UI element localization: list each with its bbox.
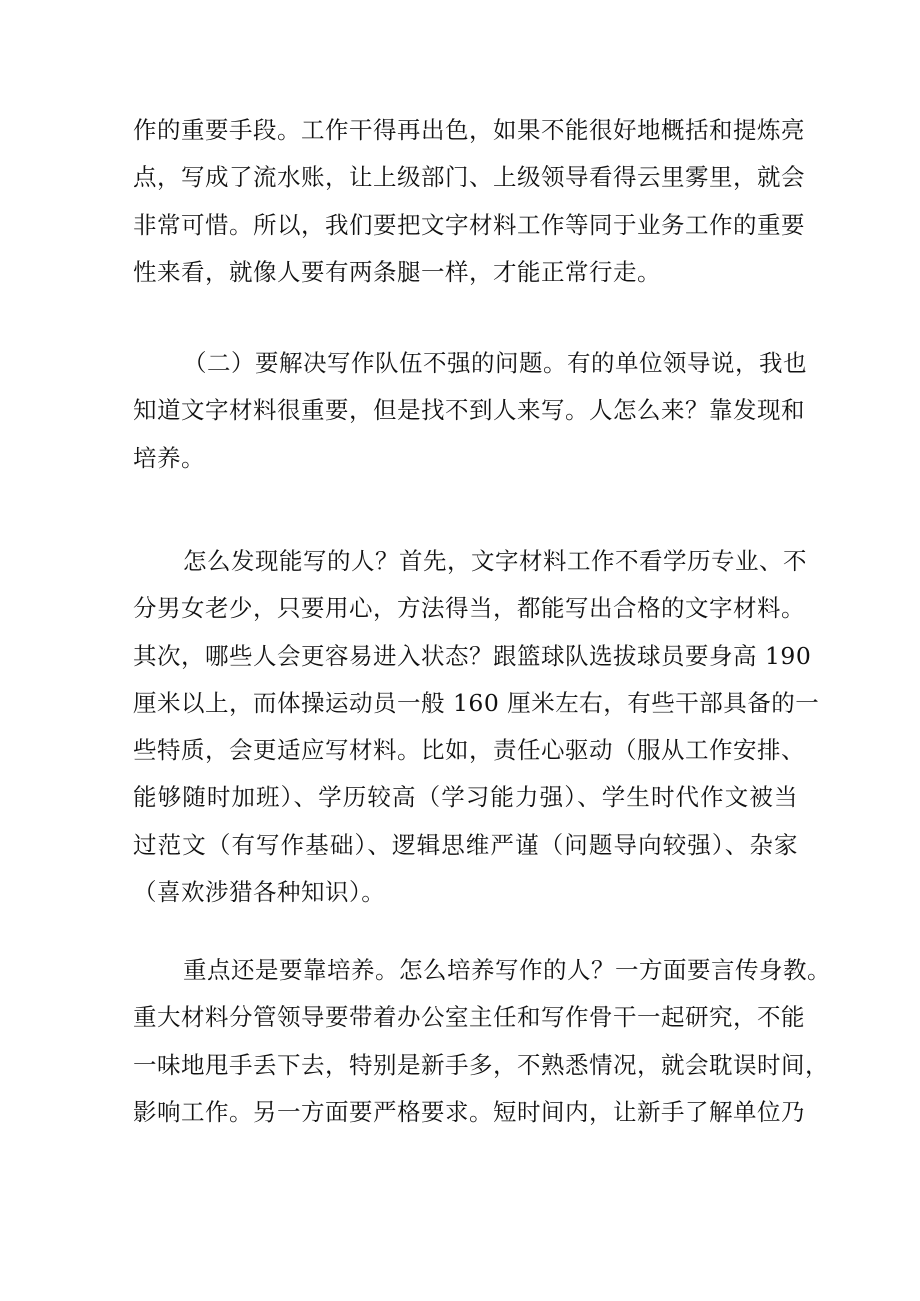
text-line: 怎么发现能写的人？首先，文字材料工作不看学历专业、不 [183,547,807,575]
text-line: 重点还是要靠培养。怎么培养写作的人？一方面要言传身教。 [183,956,831,984]
text-line: 性来看，就像人要有两条腿一样，才能正常行走。 [133,257,661,286]
text-line: 作的重要手段。工作干得再出色，如果不能很好地概括和提炼亮 [133,116,805,144]
text-line: 些特质，会更适应写材料。比如，责任心驱动（服从工作安排、 [133,736,805,765]
text-line: 非常可惜。所以，我们要把文字材料工作等同于业务工作的重要 [133,210,805,239]
paragraph-importance-of-writing [133,107,805,296]
text-line: 影响工作。另一方面要严格要求。短时间内，让新手了解单位乃 [133,1097,805,1126]
text-line: 其次，哪些人会更容易进入状态？跟篮球队选拔球员要身高 190 [133,641,812,670]
text-line: 知道文字材料很重要，但是找不到人来写。人怎么来？靠发现和 [133,396,805,425]
text-line: 分男女老少，只要用心，方法得当，都能写出合格的文字材料。 [133,594,805,623]
text-line: （喜欢涉猎各种知识）。 [133,878,386,907]
text-line: 重大材料分管领导要带着办公室主任和写作骨干一起研究，不能 [133,1003,805,1032]
paragraph-section-two-heading [133,340,807,482]
text-line: 点，写成了流水账，让上级部门、上级领导看得云里雾里，就会 [133,163,805,192]
paragraph-finding-writers [133,538,820,916]
text-line: （二）要解决写作队伍不强的问题。有的单位领导说，我也 [183,349,807,377]
text-line: 一味地甩手丢下去，特别是新手多，不熟悉情况，就会耽误时间， [133,1050,829,1079]
text-line: 培养。 [133,443,205,472]
paragraph-training-writers [133,947,831,1136]
text-line: 厘米以上，而体操运动员一般 160 厘米左右，有些干部具备的一 [133,688,820,717]
text-line: 能够随时加班）、学历较高（学习能力强）、学生时代作文被当 [133,783,798,812]
text-line: 过范文（有写作基础）、逻辑思维严谨（问题导向较强）、杂家 [133,830,798,859]
